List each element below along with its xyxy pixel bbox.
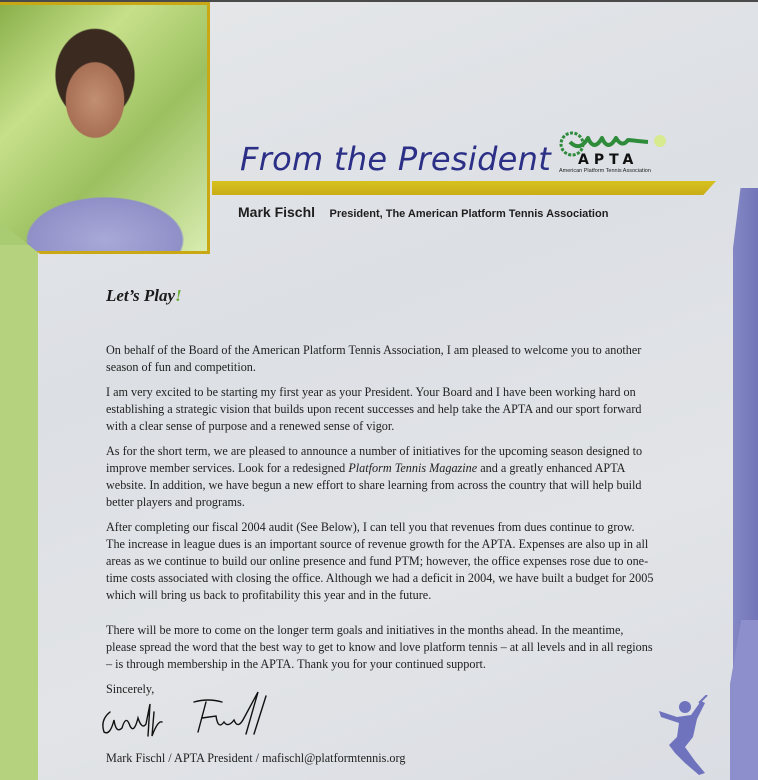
signoff-line: Mark Fischl / APTA President / mafischl@platformtennis.org: [106, 751, 406, 765]
paragraph-text: and a greatly enhanced APTA website. In addition, we have begun a new effort to share learning from across the country that will help build better players and programs.: [106, 461, 642, 509]
top-border: [0, 0, 758, 2]
jumping-player-icon: [655, 695, 715, 775]
letter-heading-text: Let’s Play: [106, 286, 176, 305]
author-role: President, The American Platform Tennis Association: [329, 208, 609, 220]
letter-body: [106, 342, 654, 706]
letter-heading-mark: !: [175, 286, 182, 305]
letter-paragraph: [106, 443, 654, 511]
byline: [238, 204, 608, 222]
letter-paragraph: I am very excited to be starting my first year as your President. Your Board and I have been working hard on establishing a strategic vision that builds upon recent successes and help take the APTA and our sport forward with a clear sense of purpose and a renewed sense of vigor.: [106, 385, 642, 433]
letter-paragraph: On behalf of the Board of the American Platform Tennis Association, I am pleased to welcome you to another season of fun and competition.: [106, 343, 642, 374]
logo-tennis-ball-icon: [654, 135, 666, 147]
logo-acronym: APTA: [578, 152, 639, 168]
paragraph-text: As for the short term, we are pleased to announce a number of initiatives for the upcoming season designed to improve member services. Look for a redesigned: [106, 444, 643, 475]
author-name: Mark Fischl: [238, 204, 316, 220]
letter-closing: Sincerely,: [106, 682, 155, 696]
page-title: From the President: [240, 140, 552, 178]
logo-full-name: American Platform Tennis Association: [559, 168, 651, 174]
title-underline-bar: [212, 181, 716, 195]
letter-paragraph: There will be more to come on the longer term goals and initiatives in the months ahead. In the meantime, please spread the word that the best way to get to know and love platform tennis – at all levels and in all regions – is through membership in the APTA. Thank you for your continued support.: [106, 623, 653, 671]
president-photo: [0, 2, 210, 254]
magazine-title: Platform Tennis Magazine: [348, 461, 478, 475]
letter-paragraph: After completing our fiscal 2004 audit (See Below), I can tell you that revenues from dues continue to grow. The increase in league dues is an important source of revenue growth for the APTA. Expenses are also up in all areas as we continue to build our online presence and fund PTM; however, the office expenses rose due to one-time costs associated with closing the office. Although we had a deficit in 2004, we have built a budget for 2005 which will bring us back to profitability this year and in the future.: [106, 520, 654, 602]
green-side-band: [0, 232, 38, 780]
signature-icon: [98, 690, 298, 742]
letter-heading: [106, 286, 182, 306]
